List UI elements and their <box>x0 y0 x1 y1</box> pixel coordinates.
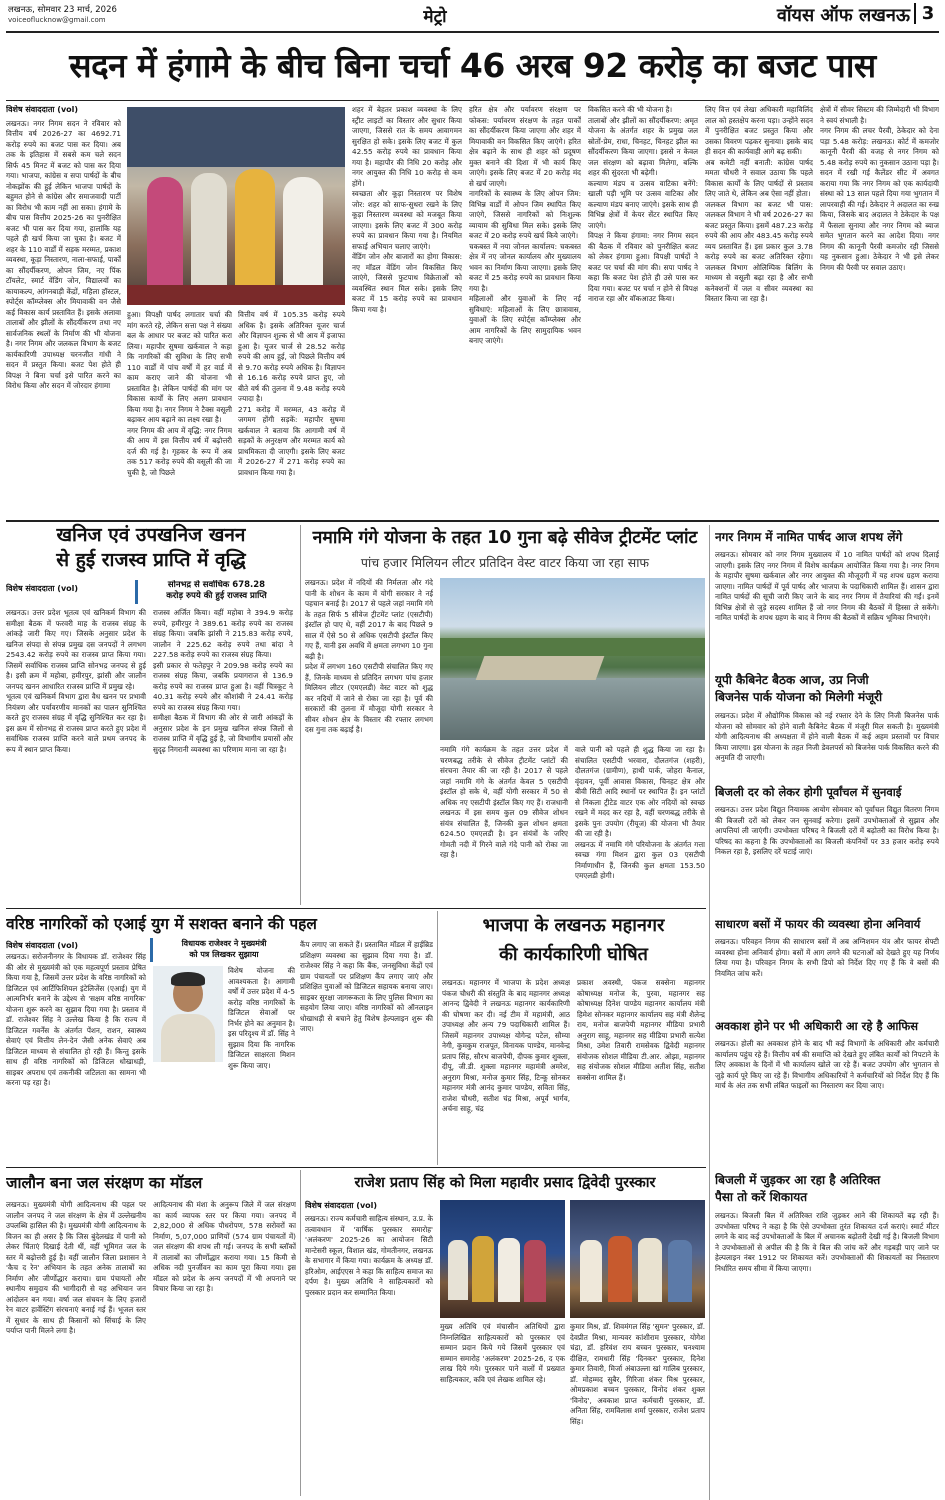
lead-col-1 <box>6 105 121 517</box>
lead-col-5 <box>469 105 581 517</box>
namami-subhead: पांच हजार मिलियन लीटर प्रतिदिन वेस्ट वाटर किया जा रहा साफ <box>360 555 650 570</box>
cabinet-headline-2: बिजनेस पार्क योजना को मिलेगी मंजूरी <box>715 690 883 704</box>
paper-name: वॉयस ऑफ लखनऊ <box>776 5 910 26</box>
lead-rule <box>6 100 939 101</box>
lead-headline: सदन में हंगामे के बीच बिना चर्चा 46 अरब 92 करोड़ का बजट पास <box>69 46 876 85</box>
section-name: मेट्रो <box>423 7 447 27</box>
lead-text-3: वित्तीय वर्ष में 105.35 करोड़ रुपये अधिक है। इसके अतिरिक्त यूजर चार्ज और विज्ञापन शुल्क से भी आय में इजाफा हुआ है। यूजर चार्ज से 28.52 करोड़ रुपये की आय हुई, जो पिछले वित्तीय वर्ष से 9.70 करोड़ रुपये अधिक है। विज्ञापन से 16.16 करोड़ रुपये प्राप्त हुए, जो बीते वर्ष की तुलना में 9.48 करोड़ रुपये ज्यादा है। 271 करोड़ में मरम्मत, 43 करोड़ में जगमग होंगी सड़कें: महापौर सुषमा खर्कवाल ने बताया कि आगामी वर्ष में सड़कों के अनुरक्षण और मरम्मत कार्य को प्राथमिकता दी जाएगी। इसके लिए बजट में 2026-27 में 271 करोड़ रुपये का प्रावधान किया गया है। <box>238 310 345 477</box>
mining-byline: विशेष संवाददाता (vol) <box>6 584 79 593</box>
lead-text-2: हुआ। विपक्षी पार्षद लगातार चर्चा की मांग करते रहे, लेकिन सत्ता पक्ष ने संख्या बल के आधार पर बजट को पारित करा लिया। महापौर सुषमा खर्कवाल ने कहा कि नागरिकों की सुविधा के लिए सभी 110 वार्डों में पांच वर्षों में हर वार्ड में काम कराए जाने की योजना भी प्रस्तावित है। लेकिन पार्षदों की मांग पर विकास कार्यों के लिए अलग प्रावधान किया गया है। नगर निगम ने टैक्स वसूली बढ़ाकर आय बढ़ाने का लक्ष्य रखा है। नगर निगम की आय में वृद्धि: नगर निगम की आय में इस वित्तीय वर्ष में बढ़ोत्तरी दर्ज की गई है। गृहकर के रूप में अब तक 517 करोड़ रुपये की वसूली की जा चुकी है, जो पिछले <box>127 310 232 477</box>
lead-text-4: शहर में बेहतर प्रकाश व्यवस्था के लिए स्ट्रीट लाइटों का विस्तार और सुधार किया जाएगा, जिससे रात के समय आवागमन सुरक्षित हो सके। इसके लिए बजट में कुल 42.55 करोड़ रुपये का प्रावधान किया गया है। महापौर की निधि 20 करोड़ और नगर आयुक्त की निधि 10 करोड़ से कम होंगे। स्वच्छता और कूड़ा निस्तारण पर विशेष जोर: शहर को साफ-सुथरा रखने के लिए कूड़ा निस्तारण व्यवस्था को मजबूत किया जाएगा। इसके लिए बजट में 300 करोड़ रुपये का प्रावधान किया गया है। नियमित सफाई अभियान चलाए जाएंगे। वेंडिंग जोन और बाजारों का होगा विकास: नए मॉडल वेंडिंग जोन विकसित किए जाएंगे, जिससे फुटपाथ विक्रेताओं को व्यवस्थित स्थान मिल सके। इसके लिए बजट में 15 करोड़ रुपये का प्रावधान किया गया है। <box>352 105 462 314</box>
senior-col-1: लखनऊ। सरोजनीनगर के विधायक डॉ. राजेश्वर सिंह की ओर से मुख्यमंत्री को एक महत्वपूर्ण प्रस्ताव प्रेषित किया गया है, जिसमें उत्तर प्रदेश के वरिष्ठ नागरिकों को डिजिटल एवं आर्टिफिशियल इंटेलिजेंस (एआई) युग में आत्मनिर्भर बनाने के उद्देश्य से 'सक्षम वरिष्ठ नागरिक' योजना शुरू करने का सुझाव दिया गया है। प्रस्ताव में डॉ. राजेश्वर सिंह ने उल्लेख किया है कि राज्य में डिजिटल गवर्नेंस के अंतर्गत पेंशन, राशन, स्वास्थ्य सेवाएं एवं वित्तीय लेन-देन जैसी अनेक सेवाएं अब डिजिटल माध्यम से संचालित हो रही हैं। किन्तु इसके साथ ही वरिष्ठ नागरिकों को डिजिटल धोखाधड़ी, साइबर अपराध एवं तकनीकी जटिलता का सामना भी करना पड़ रहा है। <box>6 952 146 1087</box>
section-rule-2 <box>6 908 706 909</box>
page-number: 3 <box>914 3 940 24</box>
award-col-1: लखनऊ। राज्य कर्मचारी साहित्य संस्थान, उ.प्र. के तत्वावधान में 'वार्षिक पुरस्कार समारोह' 'अलंकरण' 2025-26 का आयोजन सिटी मान्टेसरी स्कूल, विशाल खंड, गोमतीनगर, लखनऊ के सभागार में किया गया। कार्यक्रम के अध्यक्ष डॉ. हरिओम, आईएएस ने कहा कि साहित्य समाज का दर्पण है। मुख्य अतिथि ने साहित्यकारों को पुरस्कार प्रदान कर सम्मानित किया। <box>305 1214 433 1297</box>
senior-quote-2: को पत्र लिखकर सुझाया <box>189 950 259 959</box>
lead-col-8 <box>820 105 939 517</box>
corp-headline: नगर निगम में नामित पार्षद आज शपथ लेंगे <box>715 530 903 544</box>
corp-text: लखनऊ। सोमवार को नगर निगम मुख्यालय में 10 नामित पार्षदों को शपथ दिलाई जाएगी। इसके लिए नगर निगम में विशेष कार्यक्रम आयोजित किया गया है। नगर निगम के महापौर सुषमा खर्कवाल और नगर आयुक्त की मौजूदगी में यह शपथ ग्रहण कराया जाएगा। नामित पार्षदों में पूर्व पार्षद और भाजपा के पदाधिकारी शामिल हैं। शासन द्वारा नामित पार्षदों की सूची जारी किए जाने के बाद नगर निगम में तैयारियां की गईं। इनमें विभिन्न क्षेत्रों से जुड़े सदस्य शामिल हैं जो नगर निगम की बैठकों में हिस्सा ले सकेंगे। नामित पार्षदों के शपथ ग्रहण के बाद वे निगम की बैठकों में सक्रिय भूमिका निभाएंगे। <box>715 550 939 622</box>
mining-col-1: लखनऊ। उत्तर प्रदेश भूतत्व एवं खनिकर्म विभाग की समीक्षा बैठक में फरवरी माह के राजस्व संग्रह के आंकड़े जारी किए गए। जिसके अनुसार प्रदेश के खनिज संपदा से संपन्न प्रमुख दस जनपदों ने लगभग 2543.42 करोड़ रुपये का राजस्व प्राप्त किया गया। जिसमें सर्वाधिक राजस्व प्राप्ति सोनभद्र जनपद से हुई है। इसी क्रम में महोबा, हमीरपुर, झांसी और जालौन जनपद खनन आधारित राजस्व प्राप्ति में प्रमुख रहे। भूतत्व एवं खनिकर्म विभाग द्वारा वैध खनन पर प्रभावी नियंत्रण और पर्यावरणीय मानकों का पालन सुनिश्चित करते हुए राजस्व संग्रह में वृद्धि सुनिश्चित कर रहा है। इस क्रम में सोनभद्र से राजस्व प्राप्त करते हुए प्रदेश में सर्वाधिक राजस्व प्राप्ति करने वाले प्रथम जनपद के रूप में स्थान प्राप्त किया। <box>6 608 146 754</box>
senior-col-2: विशेष योजना की आवश्यकता है। आगामी वर्षों में उत्तर प्रदेश में 4-5 करोड़ वरिष्ठ नागरिकों के डिजिटल सेवाओं पर निर्भर होने का अनुमान है। इस परिदृश्य में डॉ. सिंह ने सुझाव दिया कि नागरिक डिजिटल साक्षरता मिशन शुरू किया जाए। <box>228 966 295 1070</box>
lead-col-4 <box>352 105 462 517</box>
masthead <box>0 0 945 32</box>
award-byline: विशेष संवाददाता (vol) <box>305 1201 378 1210</box>
budget-photo <box>127 107 345 305</box>
bjp-headline-2: की कार्यकारिणी घोषित <box>499 944 648 965</box>
namami-headline: नमामि गंगे योजना के तहत 10 गुना बढ़े सीवेज ट्रीटमेंट प्लांट <box>312 528 698 548</box>
leave-headline: अवकाश होने पर भी अधिकारी आ रहे है आफिस <box>715 1019 918 1033</box>
bill-headline-2: पैसा तो करें शिकायत <box>715 1190 808 1204</box>
lead-col-7 <box>705 105 813 517</box>
section-rule-3 <box>6 1167 706 1168</box>
river-photo <box>440 578 705 740</box>
mining-highlight <box>135 580 295 604</box>
namami-col-3: वाले पानी को पहले ही शुद्ध किया जा रहा है। संचालित एसटीपी भरवारा, दौलतगंज (शहरी), दौलतगंज (ग्रामीण), हाथी पार्क, जोहरा कैनाल, वृंदावन, पूर्वी आवास विकास, चिनहट क्षेत्र और बीवी सिटी आदि स्थानों पर स्थापित हैं। इन प्लांटों से निकला ट्रीटेड वाटर एक ओर नदियों को स्वच्छ रखने में मदद कर रहा है, वहीं चरणबद्ध तरीके से इसके पुनः उपयोग (रीयूज) की योजना भी तैयार की जा रही है। लखनऊ में नमामि गंगे परियोजना के अंतर्गत गत्ता स्वच्छ गंगा मिशन द्वारा कुल 03 एसटीपी निर्माणाधीन हैं, जिनकी कुल क्षमता 153.50 एमएलडी होगी। <box>575 745 705 880</box>
senior-quote-1: विधायक राजेश्वर ने मुख्यमंत्री <box>181 939 267 948</box>
section-rule-1 <box>6 520 939 522</box>
bus-text: लखनऊ। परिवहन निगम की साधारण बसों में अब अग्निशमन यंत्र और फायर सेफ्टी व्यवस्था होना अनिवार्य होगा। बसों में आग लगने की घटनाओं को देखते हुए यह निर्णय लिया गया है। परिवहन निगम के सभी डिपो को निर्देश दिए गए हैं कि वे बसों की नियमित जांच करें। <box>715 937 939 978</box>
lead-byline: विशेष संवाददाता (vol) <box>6 105 79 114</box>
cabinet-headline <box>715 672 939 708</box>
senior-quote <box>150 938 295 962</box>
award-col-2: मुख्य अतिथि एवं मंचासीन अतिथियों द्वारा निम्नलिखित साहित्यकारों को पुरस्कार एवं सम्मान प्रदान किये गये जिसमें पुरस्कार एवं सम्मान समारोह 'अलंकरण' 2025-26, द एक लाख दिये गये। पुरस्कार पाने वालों में प्रख्यात साहित्यकार, कवि एवं लेखक शामिल रहे। <box>440 1322 565 1384</box>
mining-highlight-2: करोड़ रुपये की हुई राजस्व प्राप्ति <box>166 591 267 601</box>
bjp-headline <box>442 911 705 973</box>
namami-col-2: नमामि गंगे कार्यक्रम के तहत उत्तर प्रदेश में चरणबद्ध तरीके से सीवेज ट्रीटमेंट प्लांटों की संरचना तैयार की जा रही है। 2017 से पहले जहां नमामि गंगे के अंतर्गत केवल 5 एसटीपी इंस्टॉल हो सके थे, वहीं योगी सरकार में 50 से अधिक नए एसटीपी इंस्टॉल किए गए हैं। राजधानी लखनऊ में इस समय कुल 09 सीवेज शोधन संयंत्र संचालित हैं, जिनकी कुल शोधन क्षमता 624.50 एमएलडी है। इन संयंत्रों के जरिए गोमती नदी में गिरने वाले गंदे पानी को रोका जा रहा है। <box>440 745 568 859</box>
leave-text: लखनऊ। होली का अवकाश होने के बाद भी कई विभागों के अधिकारी और कर्मचारी कार्यालय पहुंच रहे हैं। वित्तीय वर्ष की समाप्ति को देखते हुए लंबित कार्यों को निपटाने के लिए अवकाश के दिनों में भी कार्यालय खोले जा रहे हैं। बजट उपयोग और भुगतान से जुड़े कार्य पूरे किए जा रहे हैं। विभागीय अधिकारियों ने कर्मचारियों को निर्देश दिए हैं कि मार्च के अंत तक सभी लंबित फाइलों का निस्तारण कर दिया जाए। <box>715 1039 939 1090</box>
award-photo <box>440 1200 565 1318</box>
bus-headline: साधारण बसों में फायर की व्यवस्था होना अनिवार्य <box>715 917 921 931</box>
bill-text: लखनऊ। बिजली बिल में अतिरिक्त राशि जुड़कर आने की शिकायतें बढ़ रही हैं। उपभोक्ता परिषद ने कहा है कि ऐसे उपभोक्ता तुरंत शिकायत दर्ज कराएं। स्मार्ट मीटर लगने के बाद कई उपभोक्ताओं के बिल में अचानक बढ़ोतरी देखी गई है। बिजली विभाग ने उपभोक्ताओं से अपील की है कि वे बिल की जांच करें और गड़बड़ी पाए जाने पर हेल्पलाइन नंबर 1912 पर शिकायत करें। उपभोक्ताओं की शिकायतों का निस्तारण निर्धारित समय सीमा में किया जाएगा। <box>715 1211 939 1273</box>
bjp-headline-1: भाजपा के लखनऊ महानगर <box>482 915 665 936</box>
bill-headline-1: बिजली में जुड़कर आ रहा है अतिरिक्त <box>715 1173 881 1187</box>
lead-text-7: लिए वित्त एवं लेखा अधिकारी महाविलिंद लाल को हस्तक्षेप करना पड़ा। उन्होंने सदन में पुनरीक्षित बजट प्रस्तुत किया और उसका विवरण पढ़कर सुनाया। इसके बाद ही सदन की कार्यवाही आगे बढ़ सकी। अब कमेटी नहीं बनाती: कांग्रेस पार्षद ममता चौधरी ने सवाल उठाया कि पहले विकास कार्यों के लिए पार्षदों से प्रस्ताव लिए जाते थे, लेकिन अब ऐसा नहीं होता। जलकल विभाग का बजट भी पास: जलकल विभाग ने भी वर्ष 2026-27 का बजट प्रस्तुत किया। इसमें 487.23 करोड़ रुपये की आय और 483.45 करोड़ रुपये व्यय प्रस्तावित हैं। इस प्रकार कुल 3.78 करोड़ रुपये का बजट अतिरिक्त रहेगा। जलकल विभाग ओलिम्पिक बिलिंग के माध्यम से वसूली बढ़ा रहा है और सभी कनेक्शनों में जल व सीवर व्यवस्था का विस्तार किया जा रहा है। <box>705 105 813 303</box>
senior-col-3: कैंप लगाए जा सकते हैं। प्रस्तावित मॉडल में हाईब्रिड प्रशिक्षण व्यवस्था का सुझाव दिया गया है। डॉ. राजेश्वर सिंह ने कहा कि बैंक, जनसुविधा केंद्रों एवं ग्राम पंचायतों पर प्रशिक्षण कैंप लगाए जाएं और प्रशिक्षित युवाओं को डिजिटल सहायक बनाया जाए। साइबर सुरक्षा जागरूकता के लिए पुलिस विभाग का सहयोग लिया जाए। वरिष्ठ नागरिकों को ऑनलाइन धोखाधड़ी से बचाने हेतु विशेष हेल्पलाइन शुरू की जाए। <box>300 940 433 1033</box>
jalaun-col-2: आदित्यनाथ की मंशा के अनुरूप जिले में जल संरक्षण का कार्य व्यापक स्तर पर किया गया। जनपद में 2,82,000 से अधिक पौधरोपण, 578 सरोवरों का निर्माण, 5,07,000 प्राणियों (574 ग्राम पंचायतों में) जल संरक्षण की शपथ ली गई। जनपद के सभी ब्लॉकों में तालाबों का जीर्णोद्धार कराया गया। 15 किमी से अधिक नदी पुनर्जीवन का काम पूरा किया गया। इस मॉडल को प्रदेश के अन्य जनपदों में भी अपनाने पर विचार किया जा रहा है। <box>153 1200 296 1293</box>
divider-v-2 <box>709 525 710 1500</box>
lead-text-8: क्षेत्रों में सीवर सिस्टम की जिम्मेदारी भी विभाग ने स्वयं संभाली है। नगर निगम की लचर पैरवी, ठेकेदार को देना पड़ा 5.48 करोड़: लखनऊ। कोर्ट में कमजोर कानूनी पैरवी की वजह से नगर निगम को 5.48 करोड़ रुपये का नुकसान उठाना पड़ा है। सदन में रखी गई कैलेंडर सीट में अवगत कराया गया कि नगर निगम को एक कार्यदायी संस्था को 13 साल पहले दिया गया भुगतान में लापरवाही की गई। ठेकेदार ने अदालत का रुख किया, जिसके बाद अदालत ने ठेकेदार के पक्ष में फैसला सुनाया और नगर निगम को ब्याज समेत भुगतान करने का आदेश दिया। नगर निगम की कानूनी पैरवी कमजोर रही जिससे यह नुकसान हुआ। ठेकेदार ने भी इसे लेकर निगम की पैरवी पर सवाल उठाए। <box>820 105 939 272</box>
divider-v-4 <box>300 1170 301 1496</box>
bill-headline <box>715 1172 939 1208</box>
bjp-col-2: प्रकाश अवस्थी, पंकज सक्सेना महानगर कोषाध्यक्ष मनोज के, पुरवा, महानगर सह कोषाध्यक्ष दिनेश पाण्डेय महानगर कार्यालय मंत्री हिमेश सोनकर महानगर कार्यालय सह मंत्री शैलेन्द्र राय, मनोज बाजपेयी महानगर मीडिया प्रभारी अनुराग साहू, महानगर सह मीडिया प्रभारी सत्येश मिश्रा, उमेश तिवारी रामसेवक द्विवेदी महानगर संयोजक सोशल मीडिया टी.आर. ओझा, महानगर सह संयोजक सोशल मीडिया अतीश सिंह, सतीश सक्सेना शामिल हैं। <box>577 978 705 1082</box>
award-headline: राजेश प्रताप सिंह को मिला महावीर प्रसाद द्विवेदी पुरस्कार <box>354 1175 656 1191</box>
senior-byline: विशेष संवाददाता (vol) <box>6 941 79 950</box>
lead-text-5: हरित क्षेत्र और पर्यावरण संरक्षण पर फोकस: पर्यावरण संरक्षण के तहत पार्कों का सौंदर्यीकरण किया जाएगा और शहर में मियावाकी वन विकसित किए जाएंगे। हरित क्षेत्र बढ़ाने के साथ ही शहर को प्रदूषण मुक्त बनाने की दिशा में भी कार्य किए जाएंगे। इसके लिए बजट में 20 करोड़ मंद से खर्च जाएगे। नागरिकों के स्वास्थ्य के लिए ओपन जिम: विभिन्न वार्डों में ओपन जिम स्थापित किए जाएंगे, जिससे नागरिकों को निःशुल्क व्यायाम की सुविधा मिल सके। इसके लिए बजट में 20 करोड़ रुपये खर्च किये जाएंगे। चकबस्त में नया जोनल कार्यालय: चकबस्त क्षेत्र में नए जोनल कार्यालय और मुख्यालय भवन का निर्माण किया जाएगा। इसके लिए बजट में 25 करोड़ रुपये का प्रावधान किया गया है। महिलाओं और युवाओं के लिए नई सुविधाएं: महिलाओं के लिए छात्रावास, युवाओं के लिए स्पोर्ट्स कॉम्प्लेक्स और आम नागरिकों के लिए सामुदायिक भवन बनाए जाएंगे। <box>469 105 581 345</box>
namami-col-1: लखनऊ। प्रदेश में नदियों की निर्मलता और गंदे पानी के शोधन के काम में योगी सरकार ने नई पहचान बनाई है। 2017 से पहले जहां नमामि गंगे के तहत सिर्फ 5 सीवेज ट्रीटमेंट प्लांट (एसटीपी) इंस्टॉल हो पाए थे, वहीं 2017 के बाद पिछले 9 साल में ऐसे 50 से अधिक एसटीपी इंस्टॉल किए गए हैं, यानी इस अवधि में क्षमता लगभग 10 गुना बढ़ी है। प्रदेश में लगभग 160 एसटीपी संचालित किए गए हैं, जिनके माध्यम से प्रतिदिन लगभग पांच हजार मिलियन लीटर (एमएलडी) वेस्ट वाटर को शुद्ध कर नदियों में जाने से रोका जा रहा है। पूर्व की सरकारों की तुलना में मौजूदा योगी सरकार ने सीवर शोधन क्षेत्र के विस्तार की रफ्तार लगभग दस गुना तक बढ़ाई है। <box>305 578 433 734</box>
bjp-col-1: लखनऊ। महानगर में भाजपा के प्रदेश अध्यक्ष पंकज चौधरी की संस्तुति के बाद महानगर अध्यक्ष आनन्द द्विवेदी ने लखनऊ महानगर कार्यकारिणी की घोषणा कर दी। नई टीम में महामंत्री, आठ उपाध्यक्ष और अन्य 79 पदाधिकारी शामिल हैं। जिसमें महानगर उपाध्यक्ष योगेन्द्र पटेल, सौम्या नेगी, कुमकुम राजपूत, विनायक पाण्डेय, मानवेन्द्र प्रताप सिंह, सौरभ बाजपेयी, दीपक कुमार शुक्ला, दीपू, जी.डी. शुक्ला महानगर महामंत्री अमरेश, अनुराग मिश्रा, मनोज कुमार सिंह, टिन्कू सोनकर महानगर मंत्री आनंद कुमार पाण्डेय, सविता सिंह, राजेश चौधरी, सतीश चंद्र मिश्रा, अपूर्व भार्गव, अर्चना साहू, चंद्र <box>442 978 570 1113</box>
divider-v-3 <box>437 911 438 1165</box>
power-text: लखनऊ। उत्तर प्रदेश विद्युत नियामक आयोग सोमवार को पूर्वांचल विद्युत वितरण निगम की बिजली दरों को लेकर जन सुनवाई करेगा। इसमें उपभोक्ताओं से सुझाव और आपत्तियां ली जाएंगी। उपभोक्ता परिषद ने बिजली दरों में बढ़ोतरी का विरोध किया है। परिषद का कहना है कि उपभोक्ताओं का बिजली कंपनियों पर 33 हजार करोड़ रुपये निकल रहा है, इसलिए दरें घटाई जाएं। <box>715 805 939 856</box>
divider-v-1 <box>300 525 301 905</box>
lead-text-6: विकसित करने की भी योजना है। तालाबों और झीलों का सौंदर्यीकरण: अमृत योजना के अंतर्गत शहर के प्रमुख जल स्रोतों-प्रेम, राधा, चिनहट, चिनहट झील का सौंदर्यीकरण किया जाएगा। इससे न केवल जल संरक्षण को बढ़ावा मिलेगा, बल्कि शहर की सुंदरता भी बढ़ेगी। कल्याण मंडप व उत्सव वाटिका बनेंगे: खाली पड़ी भूमि पर उत्सव वाटिका और कल्याण मंडप बनाए जाएंगे। इसके साथ ही विभिन्न क्षेत्रों में केयर सेंटर स्थापित किए जाएंगे। विपक्ष ने किया हंगामा: नगर निगम सदन की बैठक में रविवार को पुनरीक्षित बजट को लेकर हंगामा हुआ। विपक्षी पार्षदों ने बजट पर चर्चा की मांग की। सपा पार्षद ने कहा कि बजट पेश होते ही उसे पास कर दिया गया। बजट पर चर्चा न होने से विपक्ष नाराज रहा और वॉकआउट किया। <box>588 105 698 303</box>
mining-headline-1: खनिज एवं उपखनिज खनन <box>56 524 246 546</box>
lead-col-2 <box>127 310 232 517</box>
award-col-3: कुमार मिश्र, डॉ. शिवमंगल सिंह 'सुमन' पुरस्कार, डॉ. देवप्रीत मिश्रा, मान्यवर कांशीराम पुरस्कार, योगेश चंद्रा, डॉ. हरिवंश राय बच्चन पुरस्कार, घनश्याम दीक्षित, रामधारी सिंह 'दिनकर' पुरस्कार, दिनेश कुमार तिवारी, मिर्जा अंबाउल्ला खां गालिब पुरस्कार, डॉ. मोहम्मद सुबैर, गिरिजा शंकर मिश्र पुरस्कार, ओमप्रकाश बच्चन पुरस्कार, विनोद शंकर शुक्ल 'विनोद', अवकाश प्राप्त कर्मचारी पुरस्कार, डॉ. अनिता सिंह, रामविलास शर्मा पुरस्कार, राजेश प्रताप सिंह। <box>570 1322 705 1426</box>
masthead-rule <box>6 31 939 33</box>
jalaun-col-1: लखनऊ। मुख्यमंत्री योगी आदित्यनाथ की पहल पर जालौन जनपद ने जल संरक्षण के क्षेत्र में उल्लेखनीय उपलब्धि हासिल की है। मुख्यमंत्री योगी आदित्यनाथ के विजन का ही असर है कि जिस बुंदेलखंड में पानी को लेकर चिंताएं दिखाई देती थीं, वहीं भूमिगत जल के स्तर में बढ़ोत्तरी हुई है। वहीं जालौन जिला प्रशासन ने 'कैच द रेन' अभियान के तहत अनेक तालाबों का निर्माण और जीर्णोद्धार कराया। ग्राम पंचायतों और स्थानीय समुदाय की भागीदारी से यह अभियान जन आंदोलन बन गया। वर्षा जल संचयन के लिए हजारों रेन वाटर हार्वेस्टिंग संरचनाएं बनाई गई हैं। भूजल स्तर में सुधार के साथ ही किसानों को सिंचाई के लिए पर्याप्त पानी मिलने लगा है। <box>6 1200 146 1335</box>
mining-headline <box>6 523 296 575</box>
mining-col-2: राजस्व अर्जित किया। वहीं महोबा ने 394.9 करोड़ रुपये, हमीरपुर ने 389.61 करोड़ रुपये का राजस्व संग्रह किया। जबकि झांसी ने 215.83 करोड़ रुपये, जालौन ने 225.62 करोड़ रुपये तथा बांदा ने 227.58 करोड़ रुपये का राजस्व संग्रह किया। इसी प्रकार से फतेहपुर ने 209.98 करोड़ रुपये का राजस्व संग्रह किया, जबकि प्रयागराज से 136.9 करोड़ रुपये का राजस्व प्राप्त हुआ है। वहीं चित्रकूट ने 40.31 करोड़ रुपये और कौशांबी ने 24.41 करोड़ रुपये का राजस्व संग्रह किया गया। समीक्षा बैठक में विभाग की ओर से जारी आंकड़ों के अनुसार प्रदेश के इन प्रमुख खनिज संपन्न जिलों से राजस्व प्राप्ति में वृद्धि हुई है, जो विभागीय प्रयासों और सुदृढ़ निगरानी व्यवस्था का परिणाम माना जा रहा है। <box>153 608 293 754</box>
power-headline: बिजली दर को लेकर होगी पूर्वांचल में सुनवाई <box>715 785 902 799</box>
lead-text-1: लखनऊ। नगर निगम सदन ने रविवार को वित्तीय वर्ष 2026-27 का 4692.71 करोड़ रुपये का बजट पास कर दिया। अब तक के इतिहास में सबसे कम चले सदन सिर्फ 45 मिनट में बजट को पास कर दिया गया। भाजपा, कांग्रेस व सपा पार्षदों के बीच नोकझोंक की हुई लेकिन भाजपा पार्षदों के बहुमत होने से कांग्रेस और समाजवादी पार्टी का विरोध भी काम नहीं आ सका। हंगामे के बीच पास वित्तीय 2025-26 का पुनरीक्षित बजट भी पास कर दिया गया, हालांकि यह पहले ही खर्च किया जा चुका है। बजट में शहर के 110 वार्डों में सड़क मरम्मत, प्रकाश व्यवस्था, कूड़ा निस्तारण, नाला-सफाई, पार्कों का सौंदर्यीकरण, ओपन जिम, नए पिंक टॉयलेट, स्मार्ट वेंडिंग जोन, विद्यालयों का कायाकल्प, आंगनबाड़ी केंद्रों, महिला हॉस्टल, स्पोर्ट्स कॉम्प्लेक्स और मियावाकी वन जैसे कई विकास कार्य प्रस्तावित हैं। इसके अलावा तालाबों और झीलों के सौंदर्यीकरण तथा नए सार्वजनिक स्थलों के निर्माण की भी योजना है। नगर निगम और जलकल विभाग के बजट कार्यकारिणी उपाध्यक्ष चरनजीत गांधी ने सदन में प्रस्तुत किया। बजट पेश होते ही विपक्ष ने बिना चर्चा इसे पारित करने का विरोध किया और सदन में जोरदार हंगामा <box>6 118 121 390</box>
mining-highlight-1: सोनभद्र से सर्वाधिक 678.28 <box>167 580 266 590</box>
masthead-date: लखनऊ, सोमवार 23 मार्च, 2026 <box>8 5 117 15</box>
award-photo-2 <box>570 1200 705 1318</box>
cabinet-headline-1: यूपी कैबिनेट बैठक आज, उप्र निजी <box>715 673 869 687</box>
mining-headline-2: से हुई राजस्व प्राप्ति में वृद्धि <box>56 549 246 571</box>
jalaun-headline: जालौन बना जल संरक्षण का मॉडल <box>6 1174 203 1192</box>
masthead-email: voiceoflucknow@gmail.com <box>8 16 106 24</box>
lead-col-6 <box>588 105 698 517</box>
senior-headline: वरिष्ठ नागरिकों को एआई युग में सशक्त बनाने की पहल <box>6 915 317 933</box>
cabinet-text: लखनऊ। प्रदेश में औद्योगिक विकास को नई रफ्तार देने के लिए निजी बिजनेस पार्क योजना को सोमवार को होने वाली कैबिनेट बैठक में मंजूरी मिल सकती है। मुख्यमंत्री योगी आदित्यनाथ की अध्यक्षता में होने वाली बैठक में कई अहम प्रस्तावों पर विचार किया जाएगा। इस योजना के तहत निजी डेवलपर्स को बिजनेस पार्क विकसित करने की अनुमति दी जाएगी। <box>715 711 939 762</box>
lead-col-3 <box>238 310 345 517</box>
mla-photo <box>153 966 223 1062</box>
